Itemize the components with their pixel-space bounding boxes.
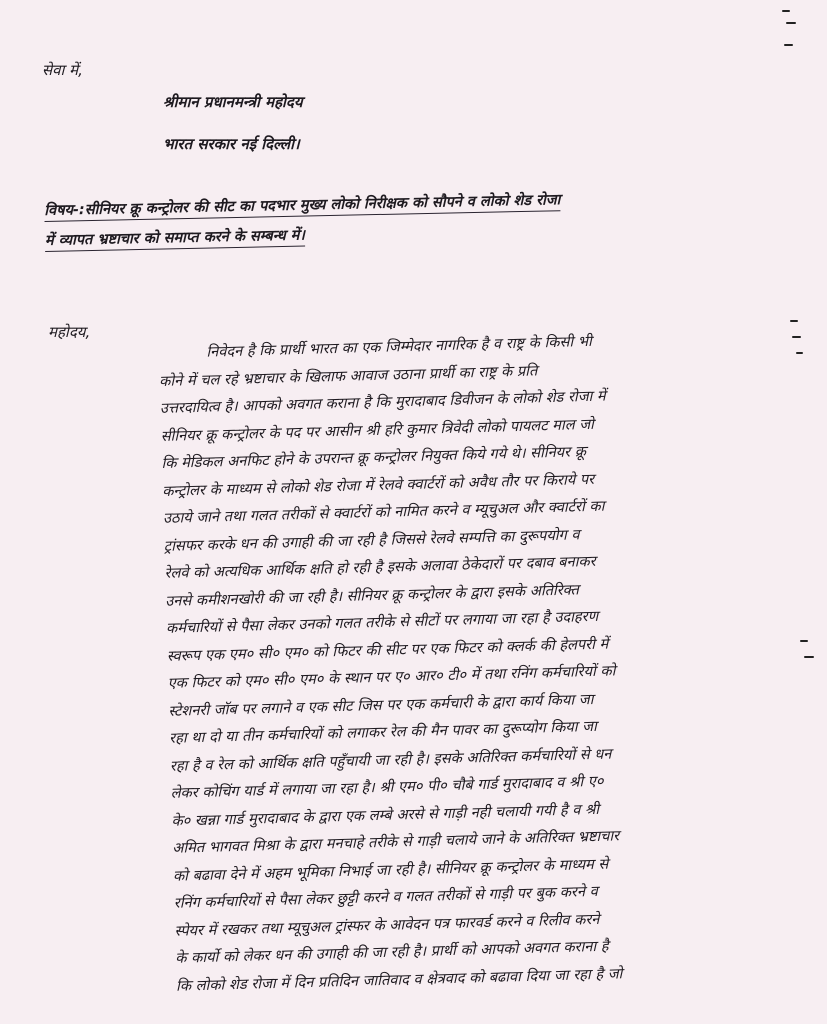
body-line: रनिंग कर्मचारियों से पैसा लेकर छुट्टी करने व गलत तरीकों से गाड़ी पर बुक करने व: [173, 882, 598, 912]
body-line: कि मेडिकल अनफिट होने के उपरान्त क्रू कन्ट्रोलर नियुक्त किये गये थे। सीनियर क्रू: [161, 443, 587, 472]
scan-speck: [800, 640, 808, 642]
body-line: स्टेशनरी जॉब पर लगाने व एक सीट जिस पर एक कर्मचारी के द्वारा कार्य किया जा: [168, 690, 594, 720]
body-line: सीनियर क्रू कन्ट्रोलर के पद पर आसीन श्री हरि कुमार त्रिवेदी लोको पायलट माल जो: [160, 415, 595, 445]
scan-speck: [804, 656, 814, 658]
body-line: कि लोको शेड रोजा में दिन प्रतिदिन जातिवाद व क्षेत्रवाद को बढावा दिया जा रहा है जो: [175, 964, 623, 995]
body-line: उठाये जाने तथा गलत तरीकों से क्वार्टरों को नामित करने व म्यूचुअल और क्वार्टरों का: [162, 497, 605, 527]
body-line: रहा है व रेल को आर्थिक क्षति पहुँचायी जा रही है। इसके अतिरिक्त कर्मचारियों से धन: [169, 745, 612, 775]
greeting: महोदय,: [48, 323, 91, 341]
body-line: एक फिटर को एम० सी० एम० के स्थान पर ए० आर० टी० में तथा रनिंग कर्मचारियों को: [167, 662, 616, 692]
salutation: सेवा में,: [42, 61, 83, 79]
body-line: स्वरूप एक एम० सी० एम० को फिटर की सीट पर एक फिटर को क्लर्क की हेलपरी में: [166, 635, 609, 665]
letter-body: [158, 323, 776, 999]
addressee-line-2: भारत सरकार नई दिल्ली।: [163, 135, 300, 153]
scan-speck: [784, 44, 793, 46]
body-line: के कार्यो को लेकर धन की उगाही की जा रही है। प्रार्थी को आपको अवगत कराना है: [175, 937, 609, 967]
subject: [44, 182, 725, 256]
subject-line: में व्यापत भ्रष्टाचार को समाप्त करने के सम्बन्ध में।: [45, 212, 725, 256]
body-line: रहा था दो या तीन कर्मचारियों को लगाकर रेल की मैन पावर का दुरूप्योग किया जा: [168, 717, 597, 747]
addressee-line-1: श्रीमान प्रधानमन्त्री महोदय: [163, 93, 303, 111]
body-line: रेलवे को अत्यधिक आर्थिक क्षति हो रही है इसके अलावा ठेकेदारों पर दबाव बनाकर: [164, 552, 596, 582]
scan-speck: [792, 336, 801, 338]
scan-speck: [782, 10, 790, 12]
body-line: स्पेयर में रखकर तथा म्यूचुअल ट्रांस्फर के आवेदन पत्र फारवर्ड करने व रिलीव करने: [174, 910, 600, 940]
body-line: को बढावा देने में अहम भूमिका निभाई जा रही है। सीनियर क्रू कन्ट्रोलर के माध्यम से: [172, 855, 609, 885]
scan-speck: [796, 352, 803, 354]
body-line: निवेदन है कि प्रार्थी भारत का एक जिम्मेदार नागरिक है व राष्ट्र के किसी भी: [206, 332, 593, 361]
scan-speck: [790, 320, 798, 322]
body-line: कोने में चल रहे भ्रष्टाचार के खिलाफ आवाज उठाना प्रार्थी का राष्ट्र के प्रति: [158, 361, 538, 390]
body-line: उनसे कमीशनखोरी की जा रही है। सीनियर क्रू कन्ट्रोलर के द्वारा इसके अतिरिक्त: [165, 580, 580, 610]
scan-speck: [786, 22, 796, 24]
body-line: ट्रांसफर करके धन की उगाही की जा रही है जिससे रेलवे सम्पत्ति का दुरूपयोग व: [163, 525, 580, 555]
subject-line: विषय-:सीनियर क्रू कन्ट्रोलर की सीट का पदभार मुख्य लोको निरीक्षक को सौपने व लोको शेड रोजा: [44, 182, 724, 226]
body-line: कर्मचारियों से पैसा लेकर उनको गलत तरीके से सीटों पर लगाया जा रहा है उदाहरण: [165, 607, 599, 637]
body-line: के० खन्ना गार्ड मुरादाबाद के द्वारा एक लम्बे अरसे से गाड़ी नही चलायी गयी है व श्री: [171, 800, 600, 830]
body-line: लेकर कोचिंग यार्ड में लगाया जा रहा है। श्री एम० पी० चौबे गार्ड मुरादाबाद व श्री ए०: [170, 772, 604, 802]
body-line: उत्तरदायित्व है। आपको अवगत कराना है कि मुरादाबाद डिवीजन के लोको शेड रोजा में: [159, 387, 606, 417]
body-line: अमित भागवत मिश्रा के द्वारा मनचाहे तरीके से गाड़ी चलाये जाने के अतिरिक्त भ्रष्टाचार: [171, 827, 620, 857]
body-line: कन्ट्रोलर के माध्यम से लोको शेड रोजा में रेलवे क्वार्टरों को अवैध तौर पर किराये पर: [161, 470, 595, 500]
